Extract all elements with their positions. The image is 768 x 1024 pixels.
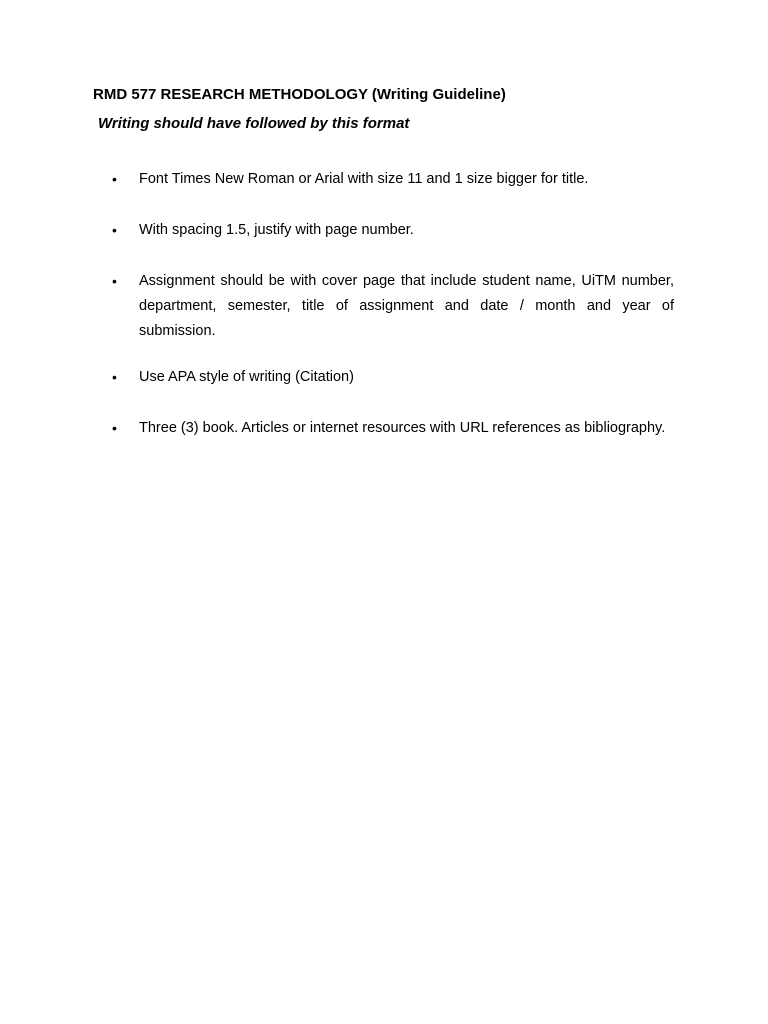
list-item-text: Font Times New Roman or Arial with size 11 and 1 size bigger for title. [139,171,589,187]
document-title: RMD 577 RESEARCH METHODOLOGY (Writing Guideline) [93,86,506,103]
list-item-text: Assignment should be with cover page that include student name, UiTM number, department, semester, title of assignment and date / month and year of submission. [139,273,674,339]
bullet-icon: • [112,273,117,289]
bullet-icon: • [112,171,117,187]
list-item-text: Three (3) book. Articles or internet resources with URL references as bibliography. [139,420,666,436]
bullet-icon: • [112,222,117,238]
list-item-text: With spacing 1.5, justify with page number. [139,222,414,238]
bullet-icon: • [112,420,117,436]
document-subtitle: Writing should have followed by this format [98,115,410,132]
bullet-icon: • [112,369,117,385]
list-item-text: Use APA style of writing (Citation) [139,369,354,385]
